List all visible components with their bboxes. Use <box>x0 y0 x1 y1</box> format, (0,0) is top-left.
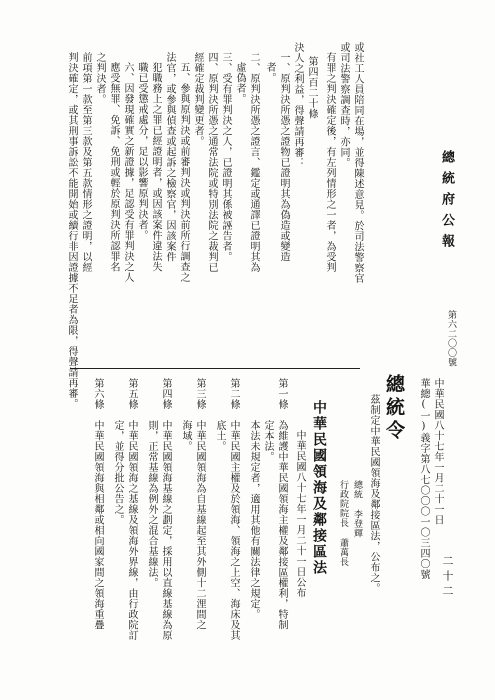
text-col: 五、參與原判決或前審判決或判決前所行調查之 <box>178 62 189 283</box>
law-promulgation: 中華民國八十七年一月二十一日公布 <box>294 430 305 598</box>
article-heading: 第四百二十條 <box>306 56 317 119</box>
article-6-label: 第六條 <box>92 378 103 410</box>
article-1-text: 為維護中華民國領海主權及鄰接區權利，特制 <box>276 420 287 630</box>
text-col: 法官，或參與偵查或起訴之檢察官，因該案件 <box>164 52 175 262</box>
article-6-text: 中華民國領海與相鄰或相向國家間之領海重疊 <box>92 420 103 630</box>
article-1-text: 本法未規定者，適用其他有關法律之規定。 <box>248 420 259 620</box>
article-5-label: 第五條 <box>126 378 137 410</box>
decree-title: 總統令 <box>383 374 405 443</box>
article-2-label: 第二條 <box>228 378 239 410</box>
text-col: 或司法警察調查時，亦同。 <box>338 42 349 168</box>
article-2-text: 中華民國主權及於領海、領海之上空、海床及其 <box>228 420 239 641</box>
text-col: 犯職務上之罪已經證明者，或因該案件違法失 <box>150 62 161 272</box>
text-col: 或社工人員陪同在場，並得陳述意見。於司法警察官 <box>352 42 363 284</box>
article-4-text: 中華民國領海基線之劃定，採用以直線基線為原 <box>160 420 171 641</box>
article-3-label: 第三條 <box>194 378 205 410</box>
article-1-label: 第一條 <box>276 378 287 410</box>
signer-premier: 行政院院長 蕭萬長 <box>338 480 348 567</box>
article-4-label: 第四條 <box>160 378 171 410</box>
article-5-text: 中華民國領海之基線及領海外界線，由行政院訂 <box>126 420 137 641</box>
text-col: 者。 <box>264 62 275 83</box>
decree-number: 華總(一)義字第八七〇〇〇一〇三四〇號 <box>418 378 429 580</box>
gazette-title: 總統府公報 <box>439 150 454 255</box>
text-col: 虛偽者。 <box>234 62 245 104</box>
article-3-text: 海域。 <box>180 420 191 452</box>
decree-date: 中華民國八十七年一月二十一日 <box>432 378 443 525</box>
text-col: 一、原判決所憑之證物已證明其為偽造或變造 <box>278 52 289 262</box>
signer-president: 總統 李登輝 <box>352 480 362 538</box>
text-col: 判決確定，或其刑事訴訟不能開始或續行非因證據不足者為限，得聲請再審。 <box>66 52 77 409</box>
text-col: 前項第一款至第三款及第五款情形之證明，以經 <box>80 52 91 273</box>
text-col: 有罪之判決確定後，有左列情形之一者，為受判 <box>324 52 335 273</box>
text-col: 之判決者。 <box>94 52 105 105</box>
decree-body: 茲制定中華民國領海及鄰接區法，公布之。 <box>368 394 379 594</box>
article-4-text: 則，正常基線為例外之混合基線法。 <box>146 420 157 588</box>
text-col: 決人之利益，得聲請再審： <box>292 42 303 168</box>
text-col: 經確定裁判變更者。 <box>192 52 203 147</box>
article-5-text: 定，並得分批公告之。 <box>112 420 123 525</box>
section-divider <box>70 368 360 369</box>
text-col: 應受無罪、免訴、免刑或輕於原判決所認罪名 <box>108 62 119 272</box>
article-1-text: 定本法。 <box>262 420 273 462</box>
page-number: 二十二 <box>441 555 454 600</box>
article-3-text: 中華民國領海為自基線起至其外側十二浬間之 <box>194 420 205 630</box>
text-col: 六、因發現確實之新證據，足認受有罪判決之人 <box>122 62 133 283</box>
law-title: 中華民國領海及鄰接區法 <box>311 400 327 576</box>
issue-number: 第六二〇〇號 <box>446 310 456 367</box>
article-2-text: 底土。 <box>214 420 225 452</box>
text-col: 三、受有罪判決之人，已證明其係被誣告者。 <box>220 52 231 262</box>
text-col: 職已受懲戒處分，足以影響原判決者。 <box>136 62 147 241</box>
text-col: 二、原判決所憑之證言、鑑定或通譯已證明其為 <box>248 52 259 273</box>
text-col: 四、原判決所憑之通常法院或特別法院之裁判已 <box>206 52 217 273</box>
